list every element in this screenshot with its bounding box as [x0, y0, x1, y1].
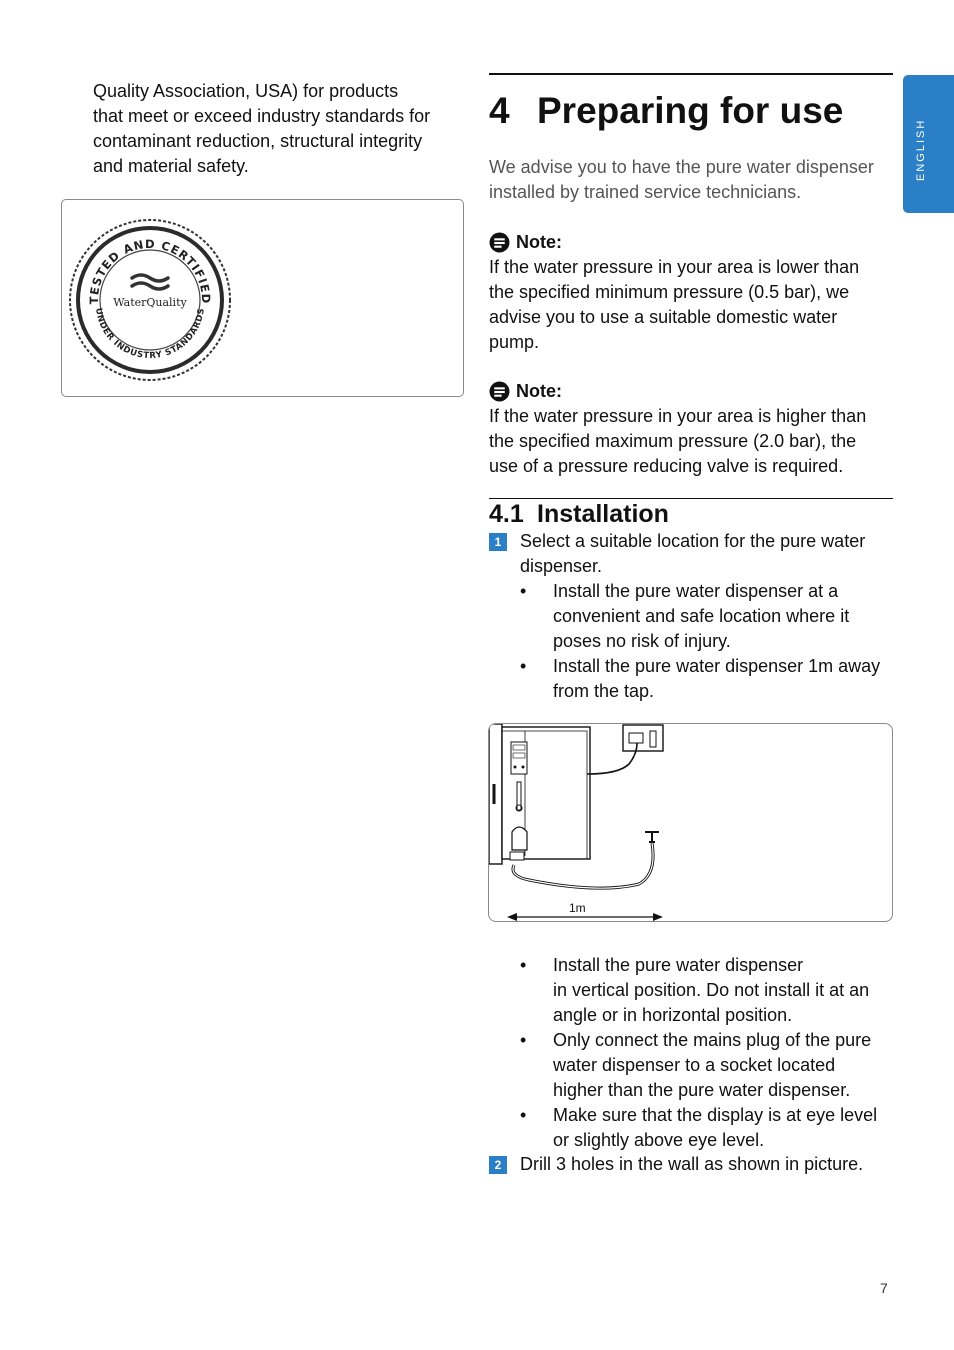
text-line: If the water pressure in your area is lower than — [489, 257, 860, 277]
text-line: advise you to use a suitable domestic water — [489, 307, 838, 327]
note-label: Note: — [516, 381, 562, 401]
seal-center-text: WaterQuality — [113, 296, 187, 309]
water-quality-seal — [68, 218, 232, 382]
note-icon — [489, 381, 510, 402]
text-line: We advise you to have the pure water dispenser — [489, 157, 874, 177]
note-heading — [489, 230, 889, 255]
wall-socket-icon — [623, 725, 663, 751]
text-line: Make sure that the display is at eye level — [553, 1105, 878, 1125]
text-line: higher than the pure water dispenser. — [553, 1080, 851, 1100]
text-line: in vertical position. Do not install it at an — [553, 980, 870, 1000]
text-line: and material safety. — [93, 156, 249, 176]
text-line: Only connect the mains plug of the pure — [553, 1030, 872, 1050]
chapter-title — [489, 88, 843, 134]
water-tap-icon — [645, 832, 659, 842]
bullet-icon: • — [520, 581, 527, 601]
chapter-number: 4 — [489, 90, 510, 131]
text-line: or slightly above eye level. — [553, 1130, 765, 1150]
note-block — [489, 230, 889, 355]
step-number-badge: 2 — [489, 1156, 507, 1174]
seal-top-text: TESTED AND CERTIFIED — [86, 236, 214, 305]
dispenser-display-icon — [511, 742, 527, 774]
language-label: ENGLISH — [915, 118, 927, 181]
text-line: Install the pure water dispenser 1m away — [553, 656, 881, 676]
text-line: Quality Association, USA) for products — [93, 81, 399, 101]
page-number: 7 — [880, 1280, 888, 1296]
text-line: the specified maximum pressure (2.0 bar), the — [489, 431, 857, 451]
section-title — [489, 498, 669, 530]
text-line: If the water pressure in your area is higher than — [489, 406, 867, 426]
requirements-list — [489, 953, 893, 1153]
list-item — [489, 579, 893, 654]
list-item — [489, 654, 893, 704]
step-number-badge: 1 — [489, 533, 507, 551]
note-block — [489, 379, 889, 479]
seal-bottom-text: UNDER INDUSTRY STANDARDS — [93, 307, 207, 362]
text-line: installed by trained service technicians. — [489, 182, 802, 202]
text-line: Select a suitable location for the pure water — [520, 531, 866, 551]
list-item — [489, 1028, 893, 1103]
text-line: dispenser. — [520, 556, 603, 576]
bullet-list — [489, 579, 893, 704]
note-label: Note: — [516, 232, 562, 252]
text-line: the specified minimum pressure (0.5 bar), we — [489, 282, 850, 302]
bullet-icon: • — [520, 656, 527, 676]
list-item — [489, 953, 893, 1028]
step-2 — [489, 1152, 893, 1177]
left-paragraph — [93, 79, 458, 179]
list-item — [489, 1103, 893, 1153]
bullet-list — [489, 953, 893, 1153]
dispenser-tap-drawing — [489, 724, 893, 922]
text-line: use of a pressure reducing valve is required. — [489, 456, 844, 476]
text-line: Install the pure water dispenser at a — [553, 581, 839, 601]
step-1 — [489, 529, 893, 704]
bullet-icon: • — [520, 1030, 527, 1050]
chapter-rule — [489, 73, 893, 75]
step-text — [520, 529, 893, 579]
section-number: 4.1 — [489, 500, 524, 528]
step-text: Drill 3 holes in the wall as shown in picture. — [520, 1154, 864, 1174]
distance-label: 1m — [569, 901, 586, 915]
text-line: poses no risk of injury. — [553, 631, 731, 651]
text-line: water dispenser to a socket located — [553, 1055, 836, 1075]
text-line: pump. — [489, 332, 540, 352]
language-tab — [903, 75, 954, 213]
text-line: contaminant reduction, structural integrity — [93, 131, 423, 151]
installation-diagram — [488, 723, 893, 922]
section-title-text: Installation — [537, 500, 669, 528]
text-line: that meet or exceed industry standards for — [93, 106, 431, 126]
chapter-title-text: Preparing for use — [537, 90, 844, 131]
text-line: from the tap. — [553, 681, 655, 701]
bullet-icon: • — [520, 955, 527, 975]
note-heading — [489, 379, 889, 404]
intro-paragraph — [489, 155, 889, 205]
text-line: Install the pure water dispenser — [553, 955, 804, 975]
text-line: convenient and safe location where it — [553, 606, 850, 626]
bullet-icon: • — [520, 1105, 527, 1125]
note-icon — [489, 232, 510, 253]
text-line: angle or in horizontal position. — [553, 1005, 793, 1025]
certification-box — [61, 199, 464, 397]
